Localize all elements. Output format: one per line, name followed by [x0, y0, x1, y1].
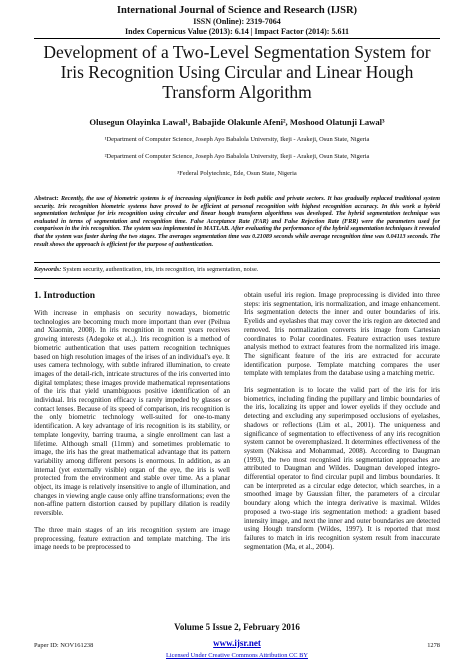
keywords-text: System security, authentication, iris, iris recognition, iris segmentation, noise.: [62, 266, 259, 273]
intro-paragraph-4: Iris segmentation is to locate the valid part of the iris for iris biometrics, including finding the pupillary and limbic boundaries of the iris, localizing its upper and lower eyelids if they occlude and detecting and excluding any superimposed occlusions of eyelashes, shadows or reflections (Lim et al., 2001). The uniqueness and significance of segmentation to effectiveness of any iris recognition system cannot be overemphasized. It determines effectiveness of the system (Nakissa and Mohammad, 2008). According to Daugman (1993), the two most recognised iris segmentation approaches are attributed to Daugman and Wildes. Daugman developed integro-differential operator to find circular pupil and limbus boundaries. It can be interpreted as a circular edge detector, which searches, in a smoothed image by Gaussian filter, the parameters of a circular boundary along which the integra derivative is maximal. Wildes proposed a two-stage iris segmentation method: a gradient based intensity image, and next the inner and outer boundaries are detected using Hough transform (Wildes, 1997). It is reported that most failures to match in iris recognition system result from inaccurate segmentation (Ma, et al., 2004).: [244, 386, 440, 551]
footer-license-link[interactable]: Licensed Under Creative Commons Attribution CC BY: [166, 652, 308, 659]
footer-page-number: 1278: [427, 642, 440, 649]
affiliation-1: ¹Department of Computer Science, Joseph Ayo Babalola University, Ikeji - Arakeji, Osun State, Nigeria: [104, 136, 370, 143]
footer-journal-link[interactable]: www.ijsr.net: [213, 638, 261, 648]
keywords: [34, 266, 440, 273]
intro-paragraph-3: obtain useful iris region. Image preprocessing is divided into three steps: iris segmentation, iris normalization, and image enhancement. Iris segmentation detects the inner and outer boundaries of iris. Eyelids and eyelashes that may cover the iris region are detected and removed. Iris normalization converts iris image from Cartesian coordinates to Polar coordinates. Feature extraction uses texture analysis method to extract features from the normalized iris image. The significant feature of the iris are extracted for accurate identification purpose. Template matching compares the user template with templates from the database using a matching metric.: [244, 291, 440, 378]
keywords-label: Keywords:: [34, 266, 62, 273]
intro-paragraph-2: The three main stages of an iris recognition system are image preprocessing, feature extraction and template matching. The iris image needs to be preprocessed to: [34, 525, 230, 552]
keywords-bottom-divider: [34, 278, 440, 279]
abstract-text: Recently, the use of biometric systems is of increasing significance in both public and private sectors. It has gradually replaced traditional system security. Iris recognition biometric systems have proved to be efficient at personal recognition with highest recognition accuracy. In this work a hybrid segmentation technique for iris recognition using circular and linear hough transform algorithms was developed. The hybrid segmentation technique was evaluated in terms of segmentation and recognition time. False Acceptance Rate (FAR) and False Rejection Rate (FRR) were the parameters used for comparison in the iris recognition. The system was implemented in MATLAB. After evaluating the performance of the hybrid segmentation techniques it revealed that the system was faster during the two stages. The averages segmentation time was 0.21089 seconds while average recognition time was 0.04113 seconds. The result shows the approach is efficient for the purpose of authentication.: [34, 196, 440, 248]
abstract-label: Abstract:: [34, 196, 59, 202]
right-column: [244, 291, 440, 559]
keywords-top-divider: [34, 262, 440, 263]
paper-title: Development of a Two-Level Segmentation System for Iris Recognition Using Circular and Linear Hough Transform Algorithm: [43, 42, 431, 102]
journal-name: International Journal of Science and Research (IJSR): [116, 5, 358, 16]
journal-issn: ISSN (Online): 2319-7064: [193, 17, 281, 26]
left-column: [34, 309, 230, 560]
section-heading-introduction: 1. Introduction: [34, 291, 96, 301]
affiliation-3: ³Federal Polytechnic, Ede, Osun State, Nigeria: [177, 170, 297, 177]
paper-authors: Olusegun Olayinka Lawal¹, Babajide Olakunle Afeni², Moshood Olatunji Lawal³: [89, 117, 385, 127]
footer-volume: Volume 5 Issue 2, February 2016: [174, 622, 300, 632]
affiliation-2: ²Department of Computer Science, Joseph Ayo Babalola University, Ikeji - Arakeji, Osun State, Nigeria: [104, 153, 370, 160]
journal-index: Index Copernicus Value (2013): 6.14 | Impact Factor (2014): 5.611: [124, 27, 350, 36]
abstract: [34, 196, 440, 249]
header-divider: [34, 38, 440, 39]
intro-paragraph-1: With increase in emphasis on security nowadays, biometric technologies are becoming much more important than ever (Peihua and Xiaomin, 2008). In iris recognition in recent years receives growing interests (Adegoke et al.,). Iris recognition is a method of biometric authentication that uses pattern recognition techniques based on high resolution images of the irises of an individual's eye. It uses camera technology, with subtle infrared illumination, to create images of the detail-rich, intricate structures of the iris converted into digital templates; these images provide mathematical representations of the iris that yield unambiguous positive identification of an individual. Iris recognition efficacy is rarely impeded by glasses or contact lenses. Because of its speed of comparison, iris recognition is the only biometric technology well-suited for one-to-many identification. A key advantage of iris recognition is its stability, or template longevity, barring trauma, a single enrollment can last a lifetime. Although small (11mm) and sometimes problematic to image, the iris has the great mathematical advantage that its pattern variability among different persons is enormous. In addition, as an internal (yet externally visible) organ of the eye, the iris is well protected from the environment and stable over time. As a planar object, its image is relatively insensitive to angle of illumination, and changes in viewing angle cause only affine transformations; even the non-affine pattern distortion caused by pupillary dilation is readily reversible.: [34, 309, 230, 518]
footer-paper-id: Paper ID: NOV161238: [34, 642, 94, 649]
